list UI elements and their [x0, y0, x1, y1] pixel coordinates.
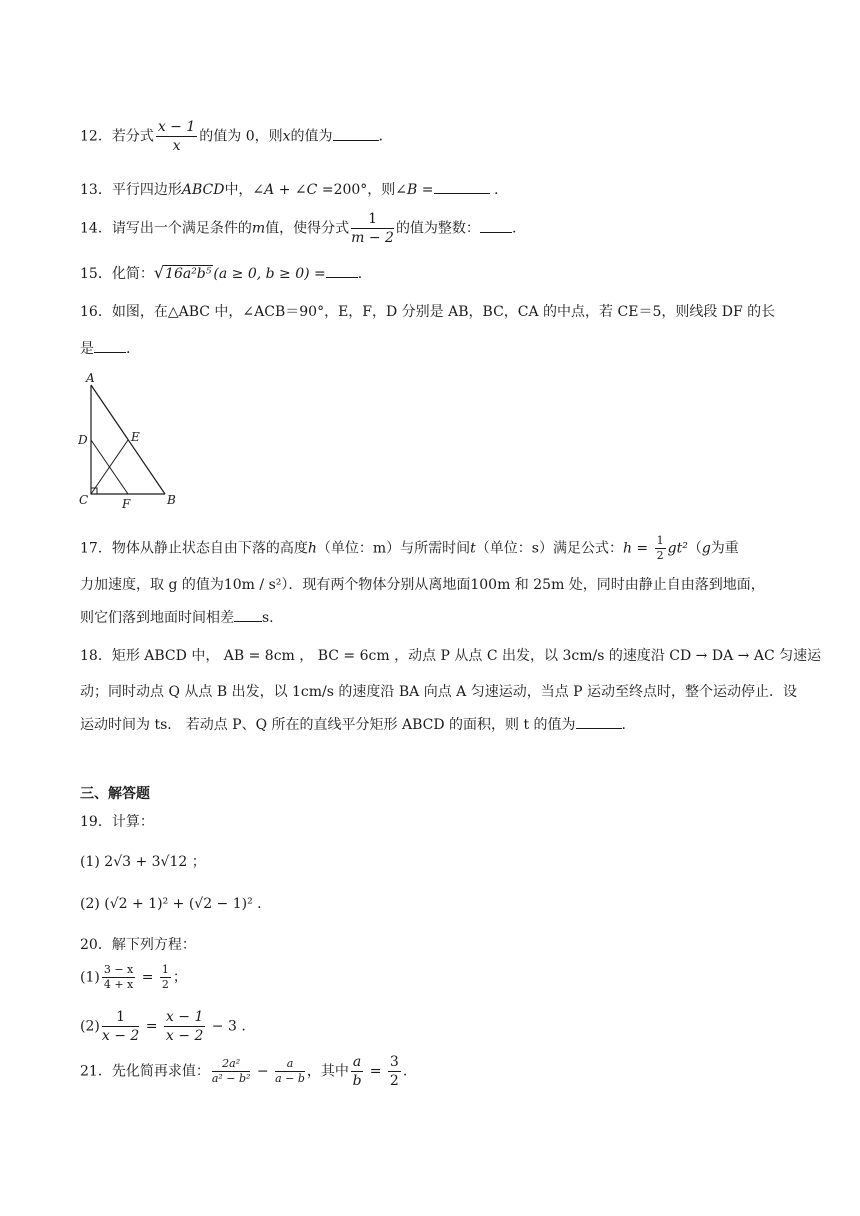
fraction-denominator: x [172, 138, 181, 154]
fraction-denominator: 4 + x [103, 978, 134, 991]
question-text: = [309, 266, 326, 282]
fraction-numerator: 3 [389, 1054, 399, 1070]
question-text: . [402, 1063, 408, 1080]
question-text: 的值为 [290, 128, 333, 145]
question-15 [80, 263, 362, 283]
fraction-numerator: x − 1 [157, 119, 196, 135]
label-A: A [86, 371, 95, 385]
question-17-line-3 [80, 607, 274, 627]
question-text: （单位：s）满足公式： [475, 540, 623, 557]
fraction-numerator: 1 [656, 534, 664, 547]
fraction-numerator: x − 1 [165, 1009, 204, 1025]
fraction [351, 210, 394, 247]
variable: g [701, 540, 711, 557]
triangle-figure [78, 370, 188, 510]
variable: C [306, 182, 318, 198]
variable: t [470, 540, 476, 557]
fraction-denominator: 2 [389, 1073, 399, 1089]
fraction-denominator: m − 2 [351, 230, 394, 246]
answer-blank[interactable] [333, 126, 379, 141]
fraction-denominator: 2 [656, 549, 664, 562]
question-text: 请写出一个满足条件的 [111, 220, 252, 237]
question-text: 物体从静止状态自由下落的高度 [111, 540, 308, 557]
question-text: 如图，在△ABC 中，∠ACB＝90°，E，F，D 分别是 AB，BC，CA 的中点，若 CE＝5，则线段 DF 的长 [111, 304, 776, 320]
question-text: − [252, 1063, 274, 1080]
fraction-numerator: a [352, 1054, 362, 1070]
question-18-line-2 [80, 681, 797, 701]
label-E: E [131, 430, 140, 444]
question-16 [80, 301, 775, 321]
formula: gt² [667, 540, 688, 557]
fraction-numerator: 1 [102, 1008, 139, 1027]
radicand: 16a²b⁵ [165, 266, 212, 282]
question-number: 15． [80, 266, 112, 282]
question-number: 18． [80, 648, 112, 664]
question-number: 17． [80, 540, 112, 557]
question-19 [80, 811, 154, 831]
question-text: 解下列方程： [111, 937, 196, 953]
fraction [388, 1053, 401, 1090]
question-text: 动；同时动点 Q 从点 B 出发，以 1cm/s 的速度沿 BA 向点 A 匀速运动，当点 P 运动至终点时，整个运动停止．设 [80, 684, 798, 700]
question-text: = [417, 182, 434, 198]
question-21 [80, 1053, 407, 1090]
answer-blank[interactable] [480, 218, 512, 233]
fraction [164, 1008, 205, 1045]
label-B: B [167, 493, 176, 507]
question-number: 20． [80, 937, 112, 953]
fraction-denominator: a − b [275, 1072, 305, 1085]
question-text: （ [687, 540, 702, 557]
fraction [655, 534, 666, 563]
label-D: D [78, 433, 88, 447]
fraction-numerator: a [275, 1057, 305, 1072]
question-12 [80, 118, 383, 155]
fraction-numerator: 3 − x [103, 963, 134, 976]
fraction-denominator: 2 [161, 978, 169, 991]
question-text: . [511, 220, 517, 237]
question-text: . [126, 341, 131, 357]
part-label: (1) [80, 969, 100, 986]
fraction [275, 1057, 305, 1086]
question-17-line-2 [80, 574, 765, 594]
formula: h = [622, 540, 653, 557]
radical-sign: √ [153, 263, 165, 282]
question-text: 若分式 [111, 128, 154, 145]
question-text: 则它们落到地面时间相差 [80, 610, 234, 626]
question-20-part-2 [80, 1008, 246, 1045]
section-heading: 三、解答题 [80, 786, 150, 802]
fraction [212, 1057, 251, 1086]
variable: m [251, 220, 266, 237]
condition: (a ≥ 0, b ≥ 0) [213, 266, 310, 282]
fraction [156, 118, 197, 155]
fraction-denominator: x − 2 [165, 1028, 204, 1044]
part-label: (2) [80, 1018, 100, 1035]
question-text: 力加速度，取 g 的值为10m / s²）．现有两个物体分别从离地面100m 和 25m 处，同时由静止自由落到地面， [80, 577, 765, 593]
variable: ABCD [181, 182, 225, 198]
question-text: 的值为 0，则 [199, 128, 283, 145]
variable: B [407, 182, 418, 198]
question-text: . [378, 128, 383, 145]
question-18 [80, 645, 821, 665]
fraction-denominator: x − 2 [101, 1028, 140, 1044]
question-19-part-2: (2) (√2 + 1)² + (√2 − 1)² . [80, 896, 262, 912]
question-number: 21． [80, 1063, 112, 1080]
fraction-numerator: 1 [161, 963, 169, 976]
question-text: （单位：m）与所需时间 [316, 540, 471, 557]
label-F: F [122, 497, 131, 510]
fraction [102, 1008, 139, 1045]
answer-blank[interactable] [576, 714, 622, 729]
variable: A [264, 182, 275, 198]
question-13 [80, 179, 498, 199]
fraction [160, 963, 171, 992]
fraction-numerator: 2a² [212, 1057, 251, 1072]
question-number: 12． [80, 128, 112, 145]
question-number: 16． [80, 304, 112, 320]
question-number: 19． [80, 814, 112, 830]
fraction-numerator: 1 [351, 210, 394, 229]
question-text: ； [172, 969, 187, 986]
answer-blank[interactable] [434, 179, 490, 194]
question-text: 中，∠ [224, 182, 265, 198]
label-C: C [79, 493, 89, 507]
question-20-part-1 [80, 963, 187, 992]
question-text: = [137, 969, 158, 986]
question-text: 化简： [111, 266, 154, 282]
question-text: =200°，则∠ [317, 182, 408, 198]
question-text: 为重 [710, 540, 739, 557]
fraction-denominator: b [352, 1073, 362, 1089]
variable: x [282, 128, 291, 145]
question-14 [80, 210, 516, 247]
question-text: 先化简再求值： [111, 1063, 210, 1080]
question-text: 矩形 ABCD 中， AB = 8cm ， BC = 6cm ，动点 P 从点 C 出发，以 3cm/s 的速度沿 CD → DA → AC 匀速运 [111, 648, 822, 664]
answer-blank[interactable] [326, 263, 358, 278]
question-text: 平行四边形 [111, 182, 182, 198]
question-20 [80, 934, 196, 954]
answer-blank[interactable] [94, 338, 126, 353]
question-text: 运动时间为 ts． 若动点 P、Q 所在的直线平分矩形 ABCD 的面积，则 t 的值为 [80, 717, 576, 733]
question-text: s. [262, 610, 274, 626]
question-19-part-1: (1) 2√3 + 3√12 ； [80, 854, 206, 870]
question-text: . [357, 266, 363, 282]
question-text: . [621, 717, 626, 733]
question-text: 值，使得分式 [265, 220, 350, 237]
question-17 [80, 534, 739, 563]
question-number: 13． [80, 182, 112, 198]
fraction [102, 963, 135, 992]
question-text: + ∠ [274, 182, 307, 198]
fraction-denominator: a² − b² [211, 1072, 251, 1085]
question-18-line-3 [80, 714, 626, 734]
question-text: 的值为整数： [395, 220, 480, 237]
question-text: ，其中 [306, 1063, 349, 1080]
variable: h [307, 540, 317, 557]
question-text: = [365, 1063, 386, 1080]
question-text: 是 [80, 341, 94, 357]
answer-blank[interactable] [234, 607, 262, 622]
question-text: = [141, 1018, 162, 1035]
question-16-line-2 [80, 338, 130, 358]
question-text: 计算： [111, 814, 154, 830]
fraction [351, 1053, 363, 1090]
question-number: 14． [80, 220, 112, 237]
question-text: . [489, 182, 499, 198]
question-text: − 3 . [207, 1018, 246, 1035]
